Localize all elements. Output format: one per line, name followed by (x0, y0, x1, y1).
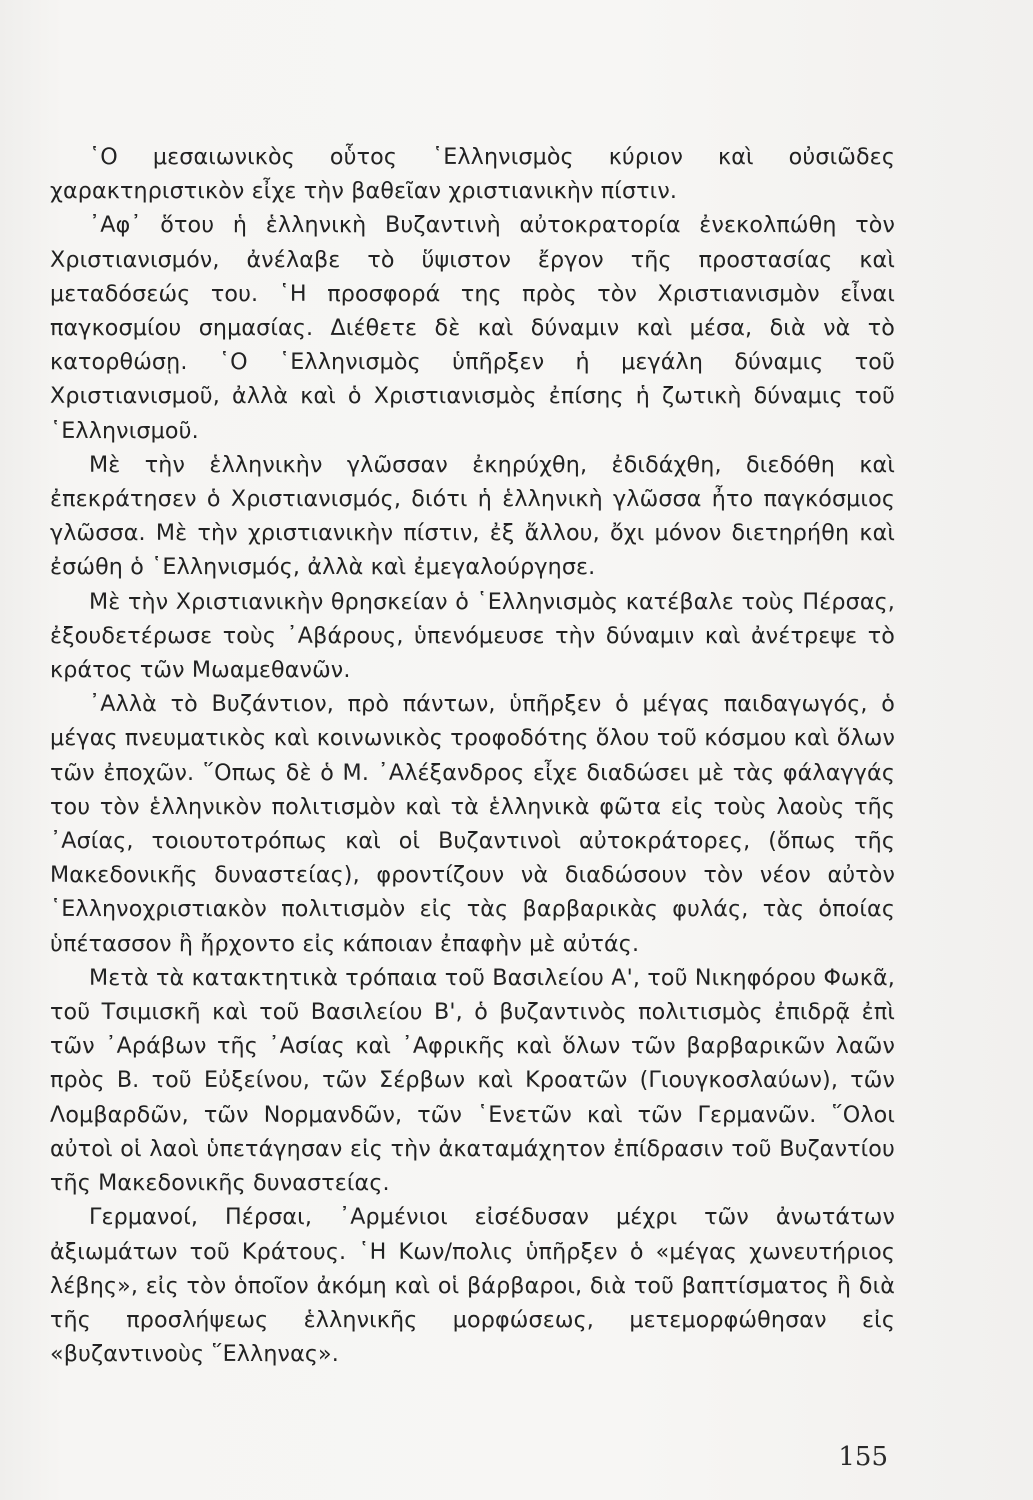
paragraph: ᾿Αφ᾿ ὅτου ἡ ἑλληνικὴ Βυζαντινὴ αὐτοκρατορία ἐνεκολπώθη τὸν Χριστιανισμόν, ἀνέλαβε τὸ ὕψιστον ἔργον τῆς προστασίας καὶ μεταδόσεώς του. ῾Η προσφορά της πρὸς τὸν Χριστιανισμὸν εἶναι παγκοσμίου σημασίας. Διέθετε δὲ καὶ δύναμιν καὶ μέσα, διὰ νὰ τὸ κατορθώσῃ. ῾Ο ῾Ελληνισμὸς ὑπῆρξεν ἡ μεγάλη δύναμις τοῦ Χριστιανισμοῦ, ἀλλὰ καὶ ὁ Χριστιανισμὸς ἐπίσης ἡ ζωτικὴ δύναμις τοῦ ῾Ελληνισμοῦ. (50, 212, 895, 444)
paragraph: Μετὰ τὰ κατακτητικὰ τρόπαια τοῦ Βασιλείου Α', τοῦ Νικηφόρου Φωκᾶ, τοῦ Τσιμισκῆ καὶ τοῦ Βασιλείου Β', ὁ βυζαντινὸς πολιτισμὸς ἐπιδρᾷ ἐπὶ τῶν ᾿Αράβων τῆς ᾿Ασίας καὶ ᾿Αφρικῆς καὶ ὅλων τῶν βαρβαρικῶν λαῶν πρὸς Β. τοῦ Εὐξείνου, τῶν Σέρβων καὶ Κροατῶν (Γιουγκοσλαύων), τῶν Λομβαρδῶν, τῶν Νορμανδῶν, τῶν ῾Ενετῶν καὶ τῶν Γερμανῶν. ῞Ολοι αὐτοὶ οἱ λαοὶ ὑπετάγησαν εἰς τὴν ἀκαταμάχητον ἐπίδρασιν τοῦ Βυζαντίου τῆς Μακεδονικῆς δυναστείας. (50, 964, 895, 1197)
page-number: 155 (838, 1442, 888, 1472)
paragraph: Μὲ τὴν ἑλληνικὴν γλῶσσαν ἐκηρύχθη, ἐδιδάχθη, διεδόθη καὶ ἐπεκράτησεν ὁ Χριστιανισμός, διότι ἡ ἑλληνικὴ γλῶσσα ἦτο παγκόσμιος γλῶσσα. Μὲ τὴν χριστιανικὴν πίστιν, ἐξ ἄλλου, ὄχι μόνον διετηρήθη καὶ ἐσώθη ὁ ῾Ελληνισμός, ἀλλὰ καὶ ἐμεγαλούργησε. (50, 451, 895, 581)
paragraph: Γερμανοί, Πέρσαι, ᾿Αρμένιοι εἰσέδυσαν μέχρι τῶν ἀνωτάτων ἀξιωμάτων τοῦ Κράτους. ῾Η Κων/πολις ὑπῆρξεν ὁ «μέγας χωνευτήριος λέβης», εἰς τὸν ὁποῖον ἀκόμη καὶ οἱ βάρβαροι, διὰ τοῦ βαπτίσματος ἢ διὰ τῆς προσλήψεως ἑλληνικῆς μορφώσεως, μετεμορφώθησαν εἰς «βυζαντινοὺς ῞Ελληνας». (50, 1204, 895, 1368)
paragraph: ᾿Αλλὰ τὸ Βυζάντιον, πρὸ πάντων, ὑπῆρξεν ὁ μέγας παιδαγωγός, ὁ μέγας πνευματικὸς καὶ κοινωνικὸς τροφοδότης ὅλου τοῦ κόσμου καὶ ὅλων τῶν ἐποχῶν. ῞Οπως δὲ ὁ Μ. ᾿Αλέξανδρος εἶχε διαδώσει μὲ τὰς φάλαγγάς του τὸν ἑλληνικὸν πολιτισμὸν καὶ τὰ ἑλληνικὰ φῶτα εἰς τοὺς λαοὺς τῆς ᾿Ασίας, τοιουτοτρόπως καὶ οἱ Βυζαντινοὶ αὐτοκράτορες, (ὅπως τῆς Μακεδονικῆς δυναστείας), φροντίζουν νὰ διαδώσουν τὸν νέον αὐτὸν ῾Ελληνοχριστιακὸν πολιτισμὸν εἰς τὰς βαρβαρικὰς φυλάς, τὰς ὁποίας ὑπέτασσον ἢ ἤρχοντο εἰς κάποιαν ἐπαφὴν μὲ αὐτάς. (50, 691, 895, 957)
paragraph: ῾Ο μεσαιωνικὸς οὗτος ῾Ελληνισμὸς κύριον καὶ οὐσιῶδες χαρακτηριστικὸν εἶχε τὴν βαθεῖαν χριστιανικὴν πίστιν. (50, 144, 895, 205)
body-text (50, 140, 895, 1371)
paragraph: Μὲ τὴν Χριστιανικὴν θρησκείαν ὁ ῾Ελληνισμὸς κατέβαλε τοὺς Πέρσας, ἐξουδετέρωσε τοὺς ᾿Αβάρους, ὑπενόμευσε τὴν δύναμιν καὶ ἀνέτρεψε τὸ κράτος τῶν Μωαμεθανῶν. (50, 588, 895, 684)
